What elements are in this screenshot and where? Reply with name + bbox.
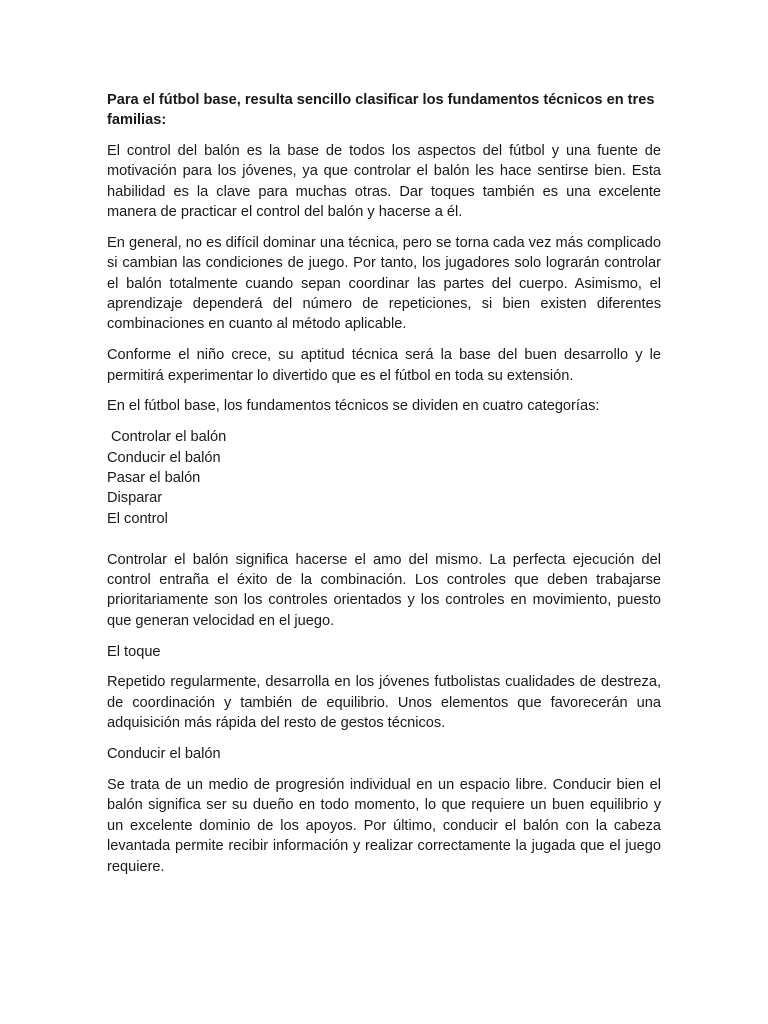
section-title-conducir: Conducir el balón: [107, 746, 221, 763]
categories-list: [107, 427, 661, 529]
document-heading: Para el fútbol base, resulta sencillo clasificar los fundamentos técnicos en tres familias:: [107, 92, 655, 129]
list-item: Controlar el balón: [111, 429, 227, 446]
document-page: [107, 90, 661, 887]
paragraph-control: Controlar el balón significa hacerse el amo del mismo. La perfecta ejecución del control entraña el éxito de la combinación. Los controles que deben trabajarse prioritariamente son los controles orientados y los controles en movimiento, puesto que generan velocidad en el juego.: [107, 551, 661, 629]
list-item: Disparar: [107, 490, 163, 507]
list-item: Pasar el balón: [107, 470, 201, 487]
paragraph-conducir: Se trata de un medio de progresión individual en un espacio libre. Conducir bien el balón significa ser su dueño en todo momento, lo que requiere un buen equilibrio y un excelente dominio de los apoyos. Por último, conducir el balón con la cabeza levantada permite recibir información y realizar correctamente la jugada que el juego requiere.: [107, 776, 661, 875]
section-title-toque: El toque: [107, 643, 161, 660]
list-item: Conducir el balón: [107, 449, 221, 466]
list-item: El control: [107, 510, 168, 527]
paragraph-categories-intro: En el fútbol base, los fundamentos técnicos se dividen en cuatro categorías:: [107, 398, 600, 415]
paragraph-child-growth: Conforme el niño crece, su aptitud técnica será la base del buen desarrollo y le permitirá experimentar lo divertido que es el fútbol en toda su extensión.: [107, 347, 661, 384]
paragraph-toque: Repetido regularmente, desarrolla en los jóvenes futbolistas cualidades de destreza, de coordinación y también de equilibrio. Unos elementos que favorecerán una adquisición más rápida del resto de gestos técnicos.: [107, 674, 661, 732]
paragraph-technique: En general, no es difícil dominar una técnica, pero se torna cada vez más complicado si cambian las condiciones de juego. Por tanto, los jugadores solo lograrán controlar el balón totalmente cuando sepan coordinar las partes del cuerpo. Asimismo, el aprendizaje dependerá del número de repeticiones, si bien existen diferentes combinaciones en cuanto al método aplicable.: [107, 234, 661, 333]
paragraph-ball-control: El control del balón es la base de todos los aspectos del fútbol y una fuente de motivación para los jóvenes, ya que controlar el balón les hace sentirse bien. Esta habilidad es la clave para muchas otras. Dar toques también es una excelente manera de practicar el control del balón y hacerse a él.: [107, 142, 661, 221]
